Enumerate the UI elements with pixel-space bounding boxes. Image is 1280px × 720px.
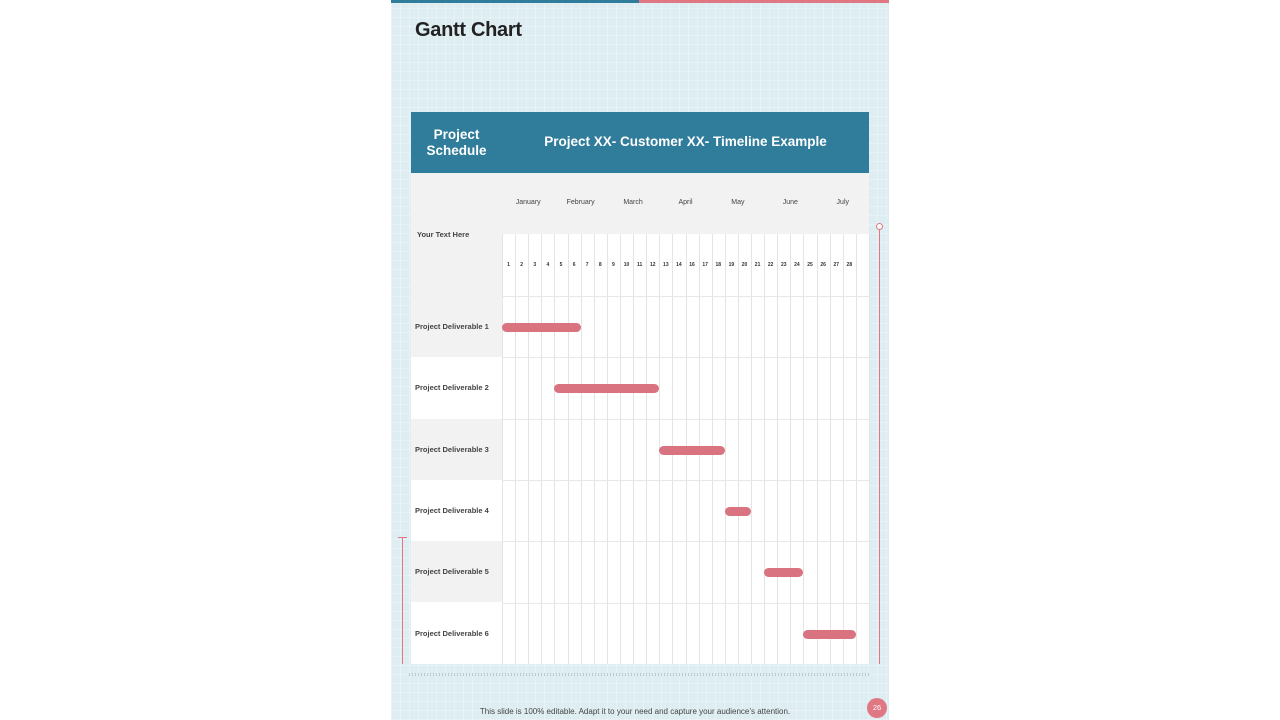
grid-line	[581, 234, 582, 664]
grid-line	[830, 234, 831, 664]
month-label: February	[566, 199, 595, 206]
month-label: June	[782, 199, 798, 206]
row-divider	[502, 541, 869, 542]
task-name: Project Deliverable 5	[415, 567, 489, 577]
grid-line	[502, 234, 503, 664]
grid-line	[620, 234, 621, 664]
task-name: Project Deliverable 3	[415, 444, 489, 454]
month-label: July	[836, 199, 850, 206]
grid-line	[607, 234, 608, 664]
month-label: April	[678, 199, 693, 206]
timeline-title: Project XX- Customer XX- Timeline Example	[544, 134, 827, 149]
top-accent-bar-pink	[639, 0, 889, 3]
day-label: 22	[767, 262, 774, 268]
month-label: January	[515, 199, 541, 206]
day-label: 24	[794, 262, 800, 268]
task-bar	[803, 630, 855, 639]
day-label: 8	[598, 262, 602, 268]
left-decorative-tick	[398, 537, 407, 538]
day-label: 6	[572, 262, 576, 268]
day-label: 27	[833, 262, 839, 268]
task-bar	[502, 323, 581, 332]
day-label: 13	[663, 262, 669, 268]
grid-line	[528, 234, 529, 664]
page-title: Gantt Chart	[415, 19, 522, 41]
day-label: 26	[820, 262, 826, 268]
grid-line	[777, 234, 778, 664]
task-bar	[659, 446, 725, 455]
task-name: Project Deliverable 1	[415, 322, 489, 331]
task-name: Project Deliverable 6	[415, 628, 489, 638]
task-row-label	[411, 296, 502, 357]
grid-line	[515, 234, 516, 664]
day-label: 25	[807, 262, 813, 268]
grid-line	[869, 234, 870, 664]
row-divider	[502, 357, 869, 358]
day-label: 5	[559, 262, 563, 268]
grid-line	[751, 234, 752, 664]
day-label: 10	[623, 262, 630, 268]
grid-line	[856, 234, 857, 664]
task-row-label	[411, 419, 502, 480]
left-decorative-line	[402, 537, 403, 664]
day-label: 4	[546, 262, 550, 268]
row-divider	[502, 419, 869, 420]
grid-line	[725, 234, 726, 664]
day-label: 14	[676, 262, 682, 268]
grid-line	[764, 234, 765, 664]
task-bar	[725, 507, 751, 516]
table-header	[411, 112, 869, 173]
grid-line	[738, 234, 739, 664]
page-number-badge: 26	[867, 698, 887, 718]
right-decorative-line	[879, 229, 880, 664]
day-label: 28	[846, 262, 853, 268]
task-row-label	[411, 357, 502, 418]
project-schedule-label: Project Schedule	[426, 127, 487, 158]
day-label: 11	[636, 262, 643, 268]
grid-line	[803, 234, 804, 664]
task-bar	[764, 568, 803, 577]
day-label: 12	[649, 262, 656, 268]
month-label: March	[623, 199, 643, 206]
task-name: Project Deliverable 4	[415, 505, 489, 515]
grid-line	[541, 234, 542, 664]
day-label: 18	[715, 262, 722, 268]
slide-page	[391, 0, 889, 720]
grid-line	[594, 234, 595, 664]
day-label: 20	[741, 262, 748, 268]
day-label: 17	[702, 262, 708, 268]
task-row-label	[411, 541, 502, 602]
row-divider	[502, 296, 869, 297]
your-text-label: Your Text Here	[417, 230, 470, 239]
top-accent-bar-blue	[391, 0, 639, 3]
grid-line	[817, 234, 818, 664]
day-label: 3	[533, 262, 537, 268]
day-label: 9	[612, 262, 615, 268]
task-row-label	[411, 603, 502, 664]
day-label: 16	[689, 262, 695, 268]
month-label: May	[731, 199, 745, 206]
task-bar	[554, 384, 659, 393]
day-label: 7	[585, 262, 589, 268]
row-divider	[502, 480, 869, 481]
grid-line	[646, 234, 647, 664]
day-label: 21	[754, 262, 761, 268]
day-label: 19	[728, 262, 735, 268]
footer-note: This slide is 100% editable. Adapt it to your need and capture your audience’s attention.	[479, 707, 791, 716]
day-label: 23	[781, 262, 787, 268]
grid-line	[554, 234, 555, 664]
right-decorative-dot	[876, 223, 883, 230]
grid-line	[790, 234, 791, 664]
row-divider	[502, 603, 869, 604]
bottom-rule	[409, 673, 871, 676]
grid-line	[843, 234, 844, 664]
day-label: 2	[520, 262, 524, 268]
grid-line	[568, 234, 569, 664]
task-row-label	[411, 480, 502, 541]
day-label: 1	[507, 262, 510, 268]
grid-line	[633, 234, 634, 664]
gantt-table	[411, 112, 869, 664]
task-name: Project Deliverable 2	[415, 383, 489, 393]
